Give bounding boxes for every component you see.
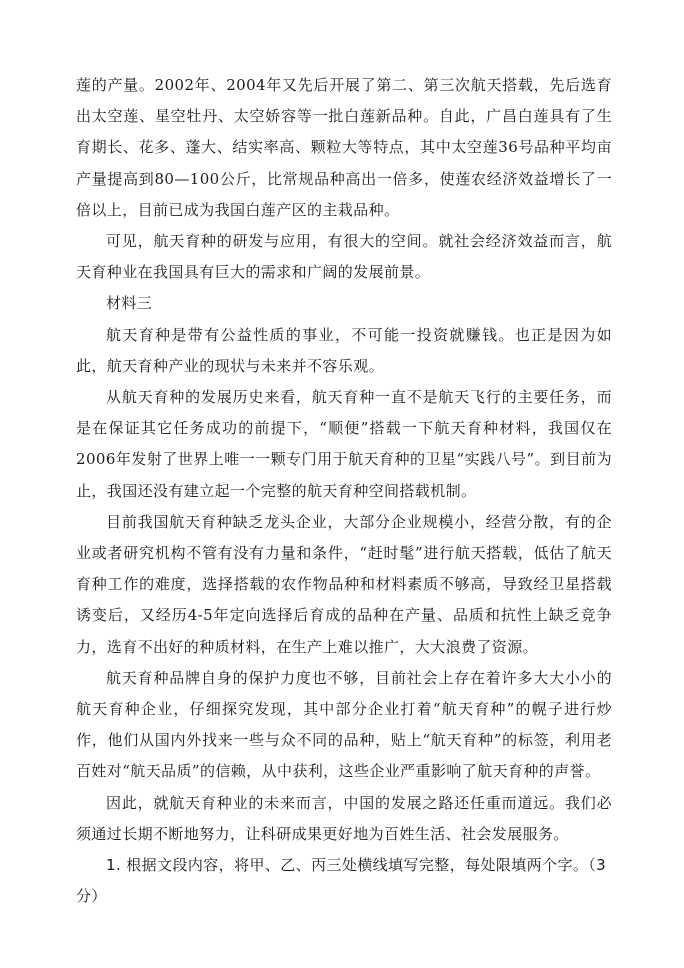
paragraph-enterprises: 目前我国航天育种缺乏龙头企业，大部分企业规模小，经营分散，有的企业或者研究机构不管有没有力量和条件，“赶时髦”进行航天搭载，低估了航天育种工作的难度，选择搭载的农作物品种和材料素质不够高，导致经卫星搭载诱变后，又经历4-5年定向选择后育成的品种在产量、品质和抗性上缺乏竞争力，选育不出好的种质材料，在生产上难以推广，大大浪费了资源。 xyxy=(76,512,612,656)
material-three-heading: 材料三 xyxy=(106,294,153,313)
paragraph-brand-protection: 航天育种品牌自身的保护力度也不够，目前社会上存在着许多大大小小的航天育种企业，仔细探究发现，其中部分企业打着“航天育种”的幌子进行炒作，他们从国内外找来一些与众不同的品种，贴上“航天育种”的标签，利用老百姓对“航天品质”的信赖，从中获利，这些企业严重影响了航天育种的声誉。 xyxy=(76,668,612,781)
paragraph-history: 从航天育种的发展历史来看，航天育种一直不是航天飞行的主要任务，而是在保证其它任务成功的前提下，“顺便”搭载一下航天育种材料，我国仅在2006年发射了世界上唯一一颗专门用于航天育种的卫星“实践八号”。到目前为止，我国还没有建立起一个完整的航天育种空间搭载机制。 xyxy=(76,388,612,500)
paragraph-lotus-yield: 莲的产量。2002年、2004年又先后开展了第二、第三次航天搭载，先后选育出太空莲、星空牡丹、太空娇容等一批白莲新品种。自此，广昌白莲具有了生育期长、花多、蓬大、结实率高、颗粒大等特点，其中太空莲36号品种平均亩产量提高到80—100公斤，比常规品种高出一倍多，使莲农经济效益增长了一倍以上，目前已成为我国白莲产区的主栽品种。 xyxy=(76,76,612,219)
paragraph-conclusion: 可见，航天育种的研发与应用，有很大的空间。就社会经济效益而言，航天育种业在我国具有巨大的需求和广阔的发展前景。 xyxy=(76,232,612,282)
paragraph-public-welfare: 航天育种是带有公益性质的事业，不可能一投资就赚钱。也正是因为如此，航天育种产业的现状与未来并不容乐观。 xyxy=(76,325,612,375)
article-body xyxy=(76,70,612,912)
paragraph-future: 因此，就航天育种业的未来而言，中国的发展之路还任重而道远。我们必须通过长期不断地努力，让科研成果更好地为百姓生活、社会发展服务。 xyxy=(76,793,612,843)
question-one: 1. 根据文段内容，将甲、乙、丙三处横线填写完整，每处限填两个字。（3分） xyxy=(76,856,607,906)
